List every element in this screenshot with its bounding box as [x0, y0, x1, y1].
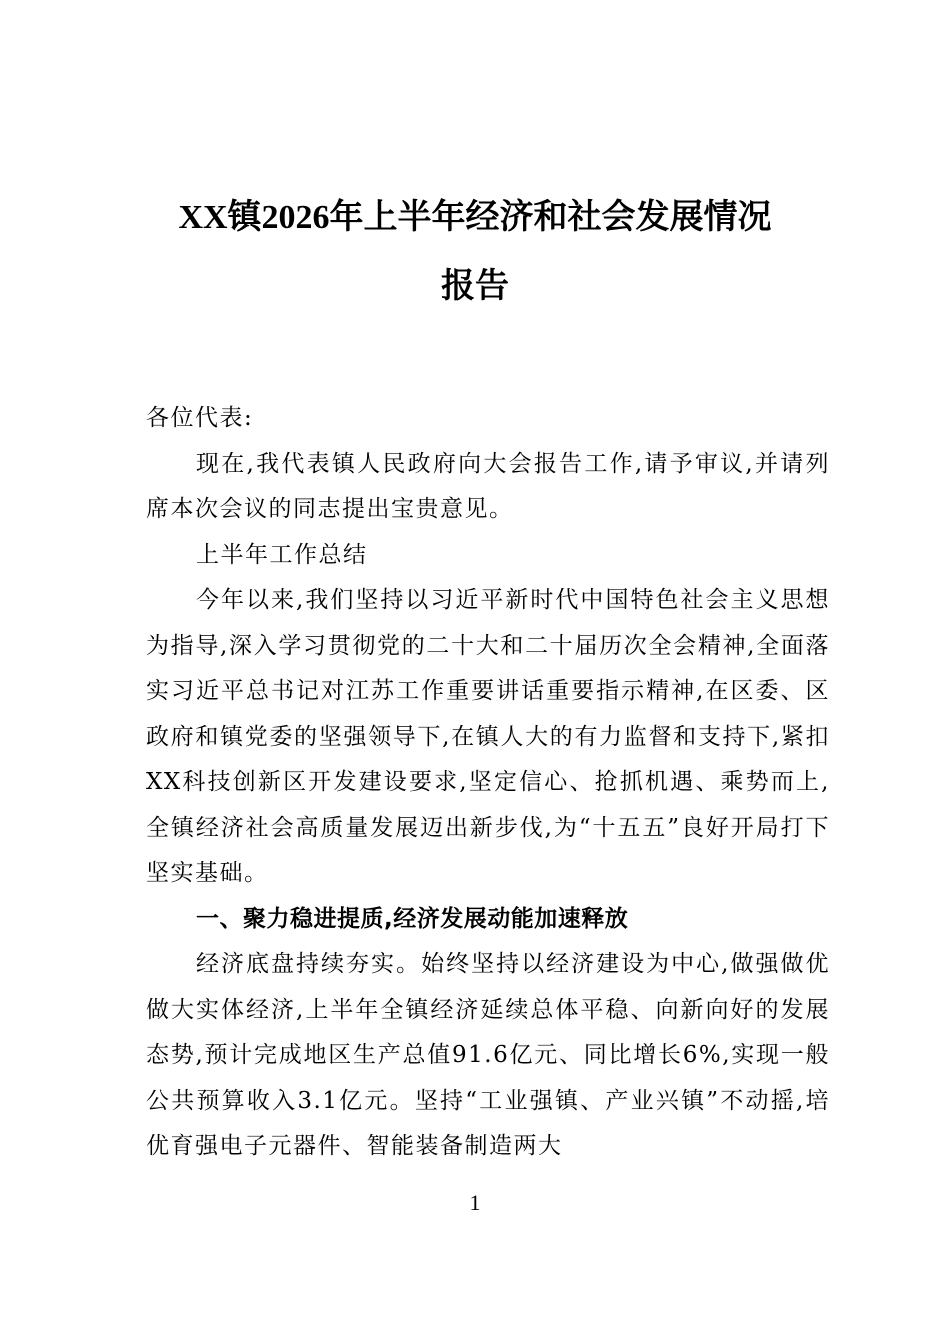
- page-number: 1: [469, 1190, 481, 1215]
- salutation: 各位代表:: [146, 405, 254, 431]
- report-title-continued: 报告: [441, 268, 509, 305]
- report-title: XX镇2026年上半年经济和社会发展情况: [178, 199, 772, 236]
- report-body: [146, 396, 830, 1170]
- summary-heading: 上半年工作总结: [196, 541, 368, 568]
- opening-paragraph: 现在,我代表镇人民政府向大会报告工作,请予审议,并请列席本次会议的同志提出宝贵意见。: [146, 450, 830, 522]
- economy-paragraph: 经济底盘持续夯实。始终坚持以经济建设为中心,做强做优做大实体经济,上半年全镇经济延续总体平稳、向新向好的发展态势,预计完成地区生产总值91.6亿元、同比增长6%,实现一般公共预算收入3.1亿元。坚持“工业强镇、产业兴镇”不动摇,培优育强电子元器件、智能装备制造两大: [146, 951, 830, 1159]
- summary-paragraph: 今年以来,我们坚持以习近平新时代中国特色社会主义思想为指导,深入学习贯彻党的二十大和二十届历次全会精神,全面落实习近平总书记对江苏工作重要讲话重要指示精神,在区委、区政府和镇党委的坚强领导下,在镇人大的有力监督和支持下,紧扣XX科技创新区开发建设要求,坚定信心、抢抓机遇、乘势而上,全镇经济社会高质量发展迈出新步伐,为“十五五”良好开局打下坚实基础。: [146, 587, 830, 886]
- section-heading: 一、聚力稳进提质,经济发展动能加速释放: [196, 905, 629, 932]
